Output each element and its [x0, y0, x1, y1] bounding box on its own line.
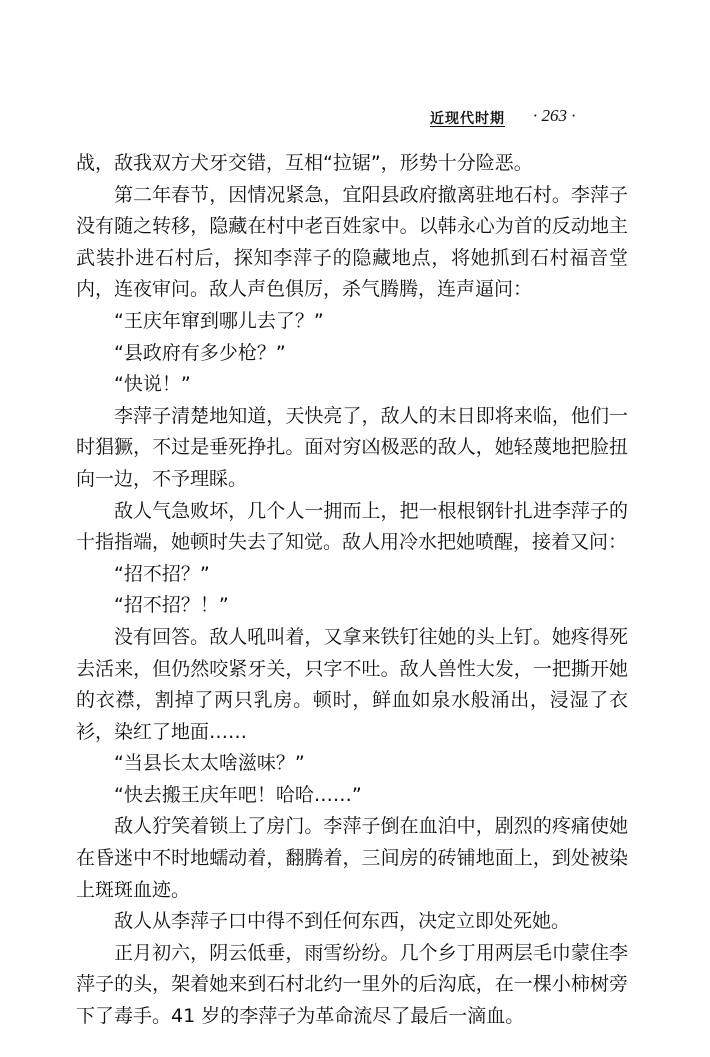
dialogue-line: “王庆年窜到哪儿去了？”	[114, 309, 324, 332]
paragraph: 战，敌我双方犬牙交错，互相“拉锯”，形势十分险恶。	[76, 152, 533, 174]
text-body	[76, 148, 628, 1033]
paragraph: 没有回答。敌人吼叫着，又拿来铁钉往她的头上钉。她疼得死去活来，但仍然咬紧牙关，只字不吐。敌人兽性大发，一把撕开她的衣襟，割掉了两只乳房。顿时，鲜血如泉水般涌出，浸湿了衣衫，染红了地面……	[76, 625, 628, 743]
dialogue-line: “招不招？”	[114, 562, 210, 585]
dialogue-line: “快去搬王庆年吧！哈哈……”	[114, 783, 362, 806]
paragraph: 李萍子清楚地知道，天快亮了，敌人的末日即将来临，他们一时猖獗，不过是垂死挣扎。面对穷凶极恶的敌人，她轻蔑地把脸扭向一边，不予理睬。	[76, 404, 628, 490]
paragraph: 正月初六，阴云低垂，雨雪纷纷。几个乡丁用两层毛巾蒙住李萍子的头，架着她来到石村北约一里外的后沟底，在一棵小柿树旁下了毒手。41 岁的李萍子为革命流尽了最后一滴血。	[76, 941, 628, 1028]
dialogue-line: “当县长太太啥滋味？”	[114, 752, 305, 775]
paragraph: 第二年春节，因情况紧急，宜阳县政府撤离驻地石村。李萍子没有随之转移，隐藏在村中老百姓家中。以韩永心为首的反动地主武装扑进石村后，探知李萍子的隐藏地点，将她抓到石村福音堂内，连夜审问。敌人声色俱厉，杀气腾腾，连声逼问：	[76, 183, 628, 301]
dialogue-line: “快说！”	[114, 373, 191, 396]
page-header	[0, 108, 710, 136]
dialogue-line: “招不招？！”	[114, 594, 229, 617]
paragraph: 敌人从李萍子口中得不到任何东西，决定立即处死她。	[114, 910, 571, 933]
running-title: 近现代时期	[430, 111, 505, 127]
dialogue-line: “县政府有多少枪？”	[114, 341, 286, 364]
page-number: · 263 ·	[533, 106, 576, 125]
paragraph: 敌人狞笑着锁上了房门。李萍子倒在血泊中，剧烈的疼痛使她在昏迷中不时地蠕动着，翻腾着，三间房的砖铺地面上，到处被染上斑斑血迹。	[76, 815, 628, 901]
paragraph: 敌人气急败坏，几个人一拥而上，把一根根钢针扎进李萍子的十指指端，她顿时失去了知觉。敌人用冷水把她喷醒，接着又问：	[76, 499, 628, 554]
